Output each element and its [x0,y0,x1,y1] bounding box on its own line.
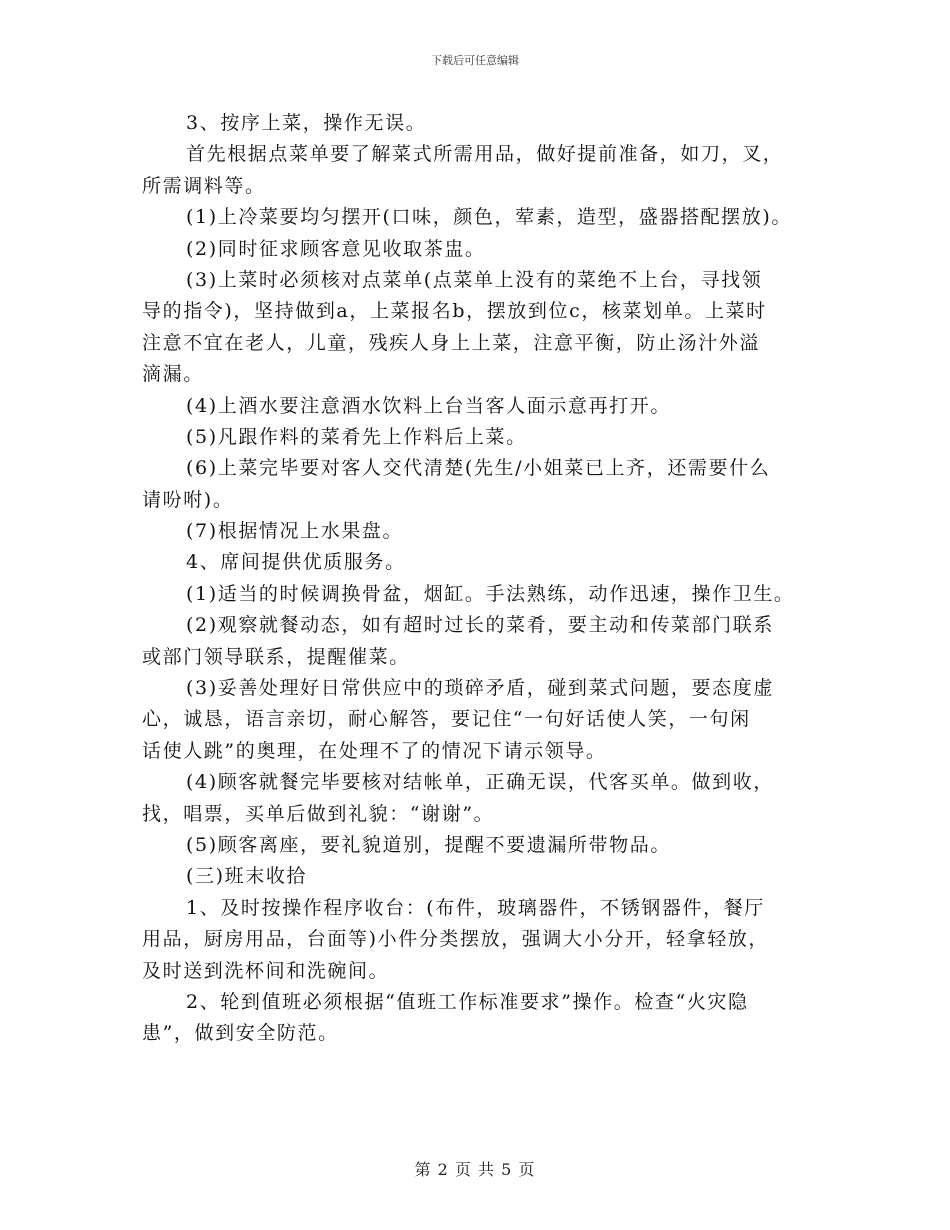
document-body [142,108,810,1050]
text-line: 心，诚恳，语言亲切，耐心解答，要记住“一句好话使人笑，一句闲 [142,708,751,731]
text-line: 用品，厨房用品，台面等)小件分类摆放，强调大小分开，轻拿轻放， [142,928,770,951]
text-line: 4、席间提供优质服务。 [186,551,406,574]
page-footer: 第 2 页 共 5 页 [414,1160,536,1179]
text-line: 请吩咐)。 [142,488,234,511]
text-line: 1、及时按操作程序收台：(布件，玻璃器件，不锈钢器件，餐厅 [186,896,765,919]
text-line: (3)上菜时必须核对点菜单(点菜单上没有的菜绝不上台，寻找领 [186,268,763,291]
text-line: 导的指令)，坚持做到a，上菜报名b，摆放到位c，核菜划单。上菜时 [142,300,767,323]
text-line: (4)顾客就餐完毕要核对结帐单，正确无误，代客买单。做到收， [186,771,774,794]
text-line: (2)观察就餐动态，如有超时过长的菜肴，要主动和传菜部门联系 [186,614,774,637]
text-line: (5)凡跟作料的菜肴先上作料后上菜。 [186,425,527,448]
text-line: 所需调料等。 [142,174,266,197]
text-line: 或部门领导联系，提醒催菜。 [142,645,410,668]
text-line: 首先根据点菜单要了解菜式所需用品，做好提前准备，如刀，叉， [186,143,784,166]
text-line: 及时送到洗杯间和洗碗间。 [142,959,390,982]
text-line: (2)同时征求顾客意见收取茶盅。 [186,237,486,260]
text-line: (7)根据情况上水果盘。 [186,520,404,543]
text-line: (6)上菜完毕要对客人交代清楚(先生/小姐菜已上齐，还需要什么 [186,457,771,480]
text-line: 2、轮到值班必须根据“值班工作标准要求”操作。检查“火灾隐 [186,990,749,1013]
text-line: (5)顾客离座，要礼貌道别，提醒不要遗漏所带物品。 [186,833,671,856]
text-line: 滴漏。 [142,363,204,386]
text-line: 患”，做到安全防范。 [142,1022,339,1045]
text-line: 找，唱票，买单后做到礼貌：“谢谢”。 [142,802,495,825]
text-line: (4)上酒水要注意酒水饮料上台当客人面示意再打开。 [186,394,671,417]
page-header: 下载后可任意编辑 [431,54,519,67]
text-line: 话使人跳”的奥理，在处理不了的情况下请示领导。 [142,739,607,762]
text-line: (三)班末收拾 [186,865,308,888]
text-line: (3)妥善处理好日常供应中的琐碎矛盾，碰到菜式问题，要态度虚 [186,677,774,700]
text-line: 注意不宜在老人，儿童，残疾人身上上菜，注意平衡，防止汤汁外溢 [142,331,761,354]
text-line: (1)上冷菜要均匀摆开(口味，颜色，荤素，造型，盛器搭配摆放)。 [186,206,792,229]
text-line: (1)适当的时候调换骨盆，烟缸。手法熟练，动作迅速，操作卫生。 [186,582,795,605]
text-line: 3、按序上菜，操作无误。 [186,112,427,134]
